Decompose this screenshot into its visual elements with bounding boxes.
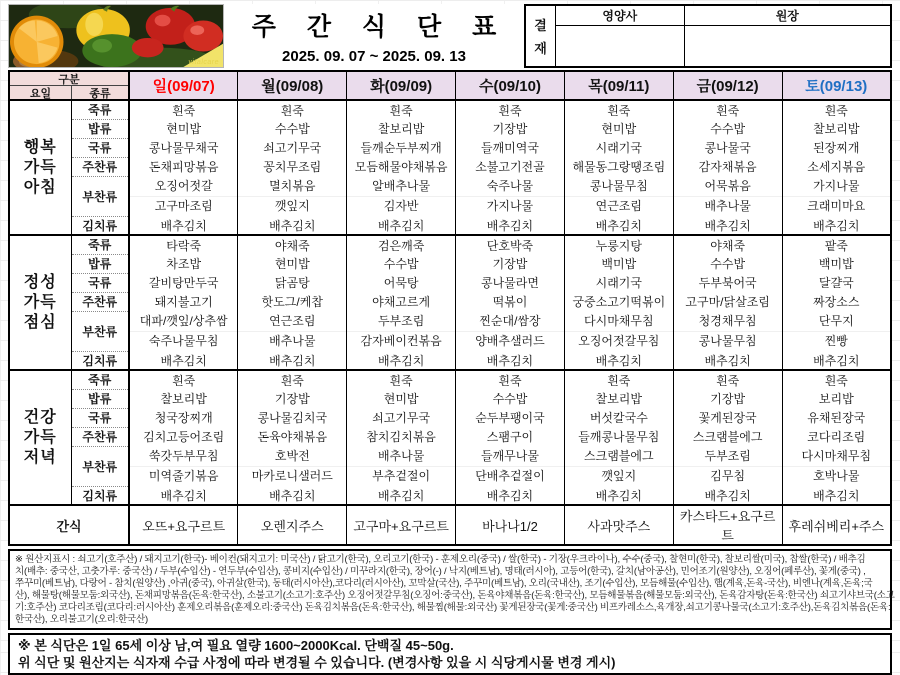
day-header-4: 목(09/11): [564, 71, 673, 100]
menu-row: [9, 176, 891, 216]
meal-label-2: 건강 가득 저녁: [9, 370, 71, 505]
menu-cell: 핫도그/케찹: [238, 292, 347, 311]
menu-cell: 두부조림 김무침: [673, 446, 782, 486]
origin-line: 한국산), 오리불고기(오리:한국산): [15, 614, 148, 625]
menu-row: [9, 446, 891, 486]
approval-col-nutritionist: 영양사: [556, 6, 685, 25]
menu-cell: 배추김치: [564, 216, 673, 235]
day-header-5: 금(09/12): [673, 71, 782, 100]
weekly-menu-table: [8, 70, 892, 546]
meal-label-1: 정성 가득 점심: [9, 235, 71, 370]
menu-cell: 흰죽: [238, 100, 347, 119]
menu-row: [9, 119, 891, 138]
category-cell: 김치류: [71, 351, 129, 370]
menu-cell: 수수밥: [456, 389, 565, 408]
day-header-3: 수(09/10): [456, 71, 565, 100]
menu-cell: 두부조림 감자베이컨볶음: [347, 311, 456, 351]
approval-col-director: 원장: [775, 9, 799, 23]
menu-cell: 배추김치: [564, 351, 673, 370]
menu-cell: 기장밥: [673, 389, 782, 408]
menu-sheet: [8, 4, 895, 675]
menu-cell: 멸치볶음 깻잎지: [238, 176, 347, 216]
menu-cell: 꽁치무조림: [238, 157, 347, 176]
category-cell: 국류: [71, 408, 129, 427]
date-range: 2025. 09. 07 ~ 2025. 09. 13: [282, 48, 466, 65]
menu-cell: 백미밥: [564, 254, 673, 273]
menu-row: [9, 254, 891, 273]
day-header-6: 토(09/13): [782, 71, 891, 100]
menu-cell: 어묵탕: [347, 273, 456, 292]
menu-cell: 수수밥: [673, 254, 782, 273]
approval-box: [524, 4, 892, 68]
menu-cell: 콩나물무침 연근조림: [564, 176, 673, 216]
snack-cell: 사과맛주스: [564, 505, 673, 545]
menu-cell: 배추김치: [456, 216, 565, 235]
menu-cell: 찰보리밥: [129, 389, 238, 408]
menu-cell: 스팸구이: [456, 427, 565, 446]
menu-cell: 야채고르게: [347, 292, 456, 311]
menu-cell: 콩나물무채국: [129, 138, 238, 157]
bottom-notes: [8, 633, 892, 675]
menu-cell: 연근조림 배추나물: [238, 311, 347, 351]
snack-cell: 오뜨+요구르트: [129, 505, 238, 545]
menu-row: [9, 486, 891, 505]
category-cell: 부찬류: [71, 446, 129, 486]
menu-cell: 다시마채무침 호박나물: [782, 446, 891, 486]
menu-cell: 궁중소고기떡볶이: [564, 292, 673, 311]
menu-cell: 흰죽: [673, 100, 782, 119]
menu-cell: 청국장찌개: [129, 408, 238, 427]
menu-cell: 차조밥: [129, 254, 238, 273]
menu-row: [9, 370, 891, 389]
menu-row: [9, 408, 891, 427]
category-cell: 국류: [71, 138, 129, 157]
category-cell: 죽류: [71, 370, 129, 389]
menu-cell: 백미밥: [782, 254, 891, 273]
menu-cell: 보리밥: [782, 389, 891, 408]
menu-cell: 스크램블에그 깻잎지: [564, 446, 673, 486]
menu-cell: 짜장소스: [782, 292, 891, 311]
menu-cell: 누룽지탕: [564, 235, 673, 254]
menu-cell: 숙주나물 가지나물: [456, 176, 565, 216]
snack-cell: 카스타드+요구르트: [673, 505, 782, 545]
menu-cell: 현미밥: [238, 254, 347, 273]
menu-cell: 오징어젓갈 고구마조림: [129, 176, 238, 216]
menu-row: [9, 138, 891, 157]
menu-cell: 두부북어국: [673, 273, 782, 292]
menu-cell: 배추김치: [129, 351, 238, 370]
menu-cell: 배추김치: [129, 216, 238, 235]
menu-cell: 흰죽: [129, 100, 238, 119]
menu-cell: 들깨순두부찌개: [347, 138, 456, 157]
menu-cell: 달걀국: [782, 273, 891, 292]
snack-cell: 고구마+요구르트: [347, 505, 456, 545]
note-line: ※ 본 식단은 1일 65세 이상 남,여 필요 열량 1600~2000Kcal. 단백질 45~50g.: [18, 638, 454, 653]
menu-cell: 돼지불고기: [129, 292, 238, 311]
menu-cell: 야채죽: [673, 235, 782, 254]
menu-cell: 배추김치: [782, 486, 891, 505]
menu-cell: 야채죽: [238, 235, 347, 254]
menu-cell: 현미밥: [564, 119, 673, 138]
menu-cell: 소세지볶음: [782, 157, 891, 176]
menu-cell: 떡볶이: [456, 292, 565, 311]
menu-cell: 수수밥: [347, 254, 456, 273]
food-photo: [8, 4, 224, 68]
day-header-0: 일(09/07): [129, 71, 238, 100]
approval-columns: [556, 6, 890, 66]
menu-row: [9, 427, 891, 446]
menu-cell: 기장밥: [238, 389, 347, 408]
origin-line: 기:호주산) 코다리조림(코다리:러시아산) 훈제오리볶음(훈제오리:중국산) 돈육김치볶음(돈육:한국산), 해물찜(해물:외국산) 꽃게된장국(꽃게:중국산) 비프카레소스,육개장,쇠고기콩나물국(소고기:호주산),돈육김치볶음(돈육:: [15, 602, 891, 613]
meal-label-0: 행복 가득 아침: [9, 100, 71, 235]
menu-cell: 찰보리밥: [347, 119, 456, 138]
menu-cell: 고구마/닭살조림: [673, 292, 782, 311]
photo-watermark: vitalcare: [188, 59, 219, 66]
menu-row: [9, 235, 891, 254]
menu-row: [9, 351, 891, 370]
menu-cell: 현미밥: [347, 389, 456, 408]
yoil-label: 요일: [29, 87, 52, 100]
menu-cell: 배추김치: [238, 216, 347, 235]
category-cell: 김치류: [71, 486, 129, 505]
menu-cell: 알배추나물 김자반: [347, 176, 456, 216]
menu-cell: 수수밥: [238, 119, 347, 138]
menu-cell: 흰죽: [238, 370, 347, 389]
menu-cell: 배추나물 부추겉절이: [347, 446, 456, 486]
menu-cell: 들깨미역국: [456, 138, 565, 157]
category-cell: 죽류: [71, 235, 129, 254]
menu-cell: 감자채볶음: [673, 157, 782, 176]
menu-cell: 배추김치: [347, 486, 456, 505]
day-header-1: 월(09/08): [238, 71, 347, 100]
menu-cell: 배추김치: [782, 216, 891, 235]
menu-cell: 들깨무나물 단배추겉절이: [456, 446, 565, 486]
menu-cell: 소불고기전골: [456, 157, 565, 176]
menu-cell: 스크램블에그: [673, 427, 782, 446]
menu-cell: 해물동그랑땡조림: [564, 157, 673, 176]
origin-note: [8, 549, 895, 630]
menu-cell: 대파/깻잎/상추쌈 숙주나물무침: [129, 311, 238, 351]
menu-cell: 흰죽: [456, 370, 565, 389]
snack-cell: 바나나1/2: [456, 505, 565, 545]
category-cell: 주찬류: [71, 427, 129, 446]
menu-cell: 찐순대/쌈장 양배추샐러드: [456, 311, 565, 351]
menu-cell: 갈비탕만두국: [129, 273, 238, 292]
category-cell: 죽류: [71, 100, 129, 119]
menu-cell: 쇠고기무국: [238, 138, 347, 157]
day-header-2: 화(09/09): [347, 71, 456, 100]
menu-cell: 청경채무침 콩나물무침: [673, 311, 782, 351]
menu-cell: 콩나물김치국: [238, 408, 347, 427]
menu-cell: 검은깨죽: [347, 235, 456, 254]
menu-cell: 다시마채무침 오징어젓갈무침: [564, 311, 673, 351]
menu-cell: 배추김치: [347, 216, 456, 235]
menu-cell: 들깨콩나물무침: [564, 427, 673, 446]
note-line: 위 식단 및 원산지는 식자재 수급 사정에 따라 변경될 수 있습니다. (변경사항 있을 시 식당게시물 변경 게시): [18, 655, 616, 670]
menu-cell: 단무지 찐빵: [782, 311, 891, 351]
menu-cell: 흰죽: [129, 370, 238, 389]
menu-cell: 찰보리밥: [782, 119, 891, 138]
origin-line: 치(배추: 중국산, 고춧가루: 중국산) / 두부(수입산) - 연두부(수입산), 콩비지(수입산) / 미꾸라지(한국), 장어(-) / 낙지(베트남), 명태(러시아), 고등어(한국), 갈치(남아공산), 민어조기(원양산), 오징어(페루산), 꽃게(중국) ,: [15, 566, 866, 577]
menu-cell: 김치고등어조림: [129, 427, 238, 446]
snack-cell: 오렌지주스: [238, 505, 347, 545]
origin-line: ※ 원산지표시 : 쇠고기(호주산) / 돼지고기(한국)- 베이컨(돼지고기: 미국산) / 닭고기(한국), 오리고기(한국) - 훈제오리(중국) / 쌀(한국) - 기장(우크라이나), 수수(중국), 찰현미(한국), 찰보리쌀(미국), 찹쌀(한국) / 배추김: [15, 554, 866, 565]
menu-cell: 시래기국: [564, 138, 673, 157]
menu-cell: 배추김치: [673, 216, 782, 235]
menu-cell: 닭곰탕: [238, 273, 347, 292]
origin-line: 쭈꾸미(베트남), 다랑어 - 참치(원양산) ,아귀(중국), 아귀살(한국), 동태(러시아산),코다리(러시아산), 꼬막살(국산), 주꾸미(베트남), 오리(국내산), 조기(수입산), 모듬해물(수입산), 햄(계육,돈육-국산), 비엔나(계육,돈육;국: [15, 578, 873, 589]
category-cell: 밥류: [71, 254, 129, 273]
menu-cell: 배추김치: [347, 351, 456, 370]
category-cell: 주찬류: [71, 292, 129, 311]
menu-cell: 기장밥: [456, 119, 565, 138]
menu-cell: 된장찌개: [782, 138, 891, 157]
menu-cell: 배추김치: [238, 486, 347, 505]
menu-cell: 흰죽: [564, 100, 673, 119]
category-cell: 김치류: [71, 216, 129, 235]
approval-char-1: 결: [534, 18, 547, 33]
approval-char-2: 재: [534, 41, 547, 56]
menu-cell: 돈채피망볶음: [129, 157, 238, 176]
menu-cell: 타락죽: [129, 235, 238, 254]
category-cell: 밥류: [71, 119, 129, 138]
approval-label: [526, 6, 556, 66]
menu-cell: 호박전 마카로니샐러드: [238, 446, 347, 486]
menu-cell: 버섯칼국수: [564, 408, 673, 427]
menu-cell: 참치김치볶음: [347, 427, 456, 446]
menu-cell: 배추김치: [564, 486, 673, 505]
menu-cell: 배추김치: [129, 486, 238, 505]
menu-row: [9, 311, 891, 351]
menu-row: [9, 292, 891, 311]
menu-cell: 수수밥: [673, 119, 782, 138]
origin-line: 산), 해물탕(해물모둠:외국산), 돈채피망볶음(돈육:한국산), 소불고기(소고기:호주산) 오징어젓갈무침(오징어:중국산), 돈육야채볶음(돈육:한국산), 모듬해물볶음(해물모둠:외국산), 돈육감자탕(돈육:한국산) 쇠고기샤브국(소고: [15, 590, 895, 601]
menu-cell: 배추김치: [456, 486, 565, 505]
menu-cell: 시래기국: [564, 273, 673, 292]
menu-cell: 단호박죽: [456, 235, 565, 254]
menu-row: [9, 216, 891, 235]
category-cell: 주찬류: [71, 157, 129, 176]
menu-cell: 현미밥: [129, 119, 238, 138]
menu-cell: 찰보리밥: [564, 389, 673, 408]
category-cell: 국류: [71, 273, 129, 292]
menu-cell: 팥죽: [782, 235, 891, 254]
menu-cell: 콩나물국: [673, 138, 782, 157]
menu-row: [9, 100, 891, 119]
snack-cell: 후레쉬베리+주스: [782, 505, 891, 545]
menu-cell: 흰죽: [673, 370, 782, 389]
menu-cell: 돈육야채볶음: [238, 427, 347, 446]
signature-cell-nutritionist: [556, 26, 685, 66]
menu-cell: 콩나물라면: [456, 273, 565, 292]
title-block: [224, 4, 524, 68]
menu-cell: 쑥갓두부무침 미역줄기볶음: [129, 446, 238, 486]
menu-cell: 흰죽: [782, 100, 891, 119]
menu-cell: 코다리조림: [782, 427, 891, 446]
vegetables-image: [9, 5, 223, 67]
menu-cell: 배추김치: [782, 351, 891, 370]
menu-row: [9, 157, 891, 176]
snack-row: [9, 505, 891, 545]
menu-cell: 흰죽: [564, 370, 673, 389]
menu-cell: 가지나물 크래미마요: [782, 176, 891, 216]
day-header-row: [9, 71, 891, 100]
gubun-label: 구분: [10, 72, 128, 86]
menu-cell: 순두부팽이국: [456, 408, 565, 427]
jongryu-label: 종류: [71, 86, 128, 99]
menu-cell: 배추김치: [673, 486, 782, 505]
menu-cell: 흰죽: [782, 370, 891, 389]
category-cell: 부찬류: [71, 311, 129, 351]
category-cell: 부찬류: [71, 176, 129, 216]
menu-cell: 기장밥: [456, 254, 565, 273]
menu-cell: 흰죽: [456, 100, 565, 119]
menu-cell: 배추김치: [456, 351, 565, 370]
menu-row: [9, 389, 891, 408]
menu-cell: 유채된장국: [782, 408, 891, 427]
menu-row: [9, 273, 891, 292]
menu-cell: 배추김치: [238, 351, 347, 370]
menu-cell: 쇠고기무국: [347, 408, 456, 427]
gubun-header: [9, 71, 129, 100]
menu-cell: 어묵볶음 배추나물: [673, 176, 782, 216]
snack-label: 간식: [9, 505, 129, 545]
menu-cell: 꽃게된장국: [673, 408, 782, 427]
category-cell: 밥류: [71, 389, 129, 408]
top-band: [8, 4, 892, 68]
menu-cell: 배추김치: [673, 351, 782, 370]
menu-cell: 흰죽: [347, 370, 456, 389]
menu-cell: 모듬해물야채볶음: [347, 157, 456, 176]
menu-cell: 흰죽: [347, 100, 456, 119]
page-title: 주 간 식 단 표: [251, 12, 509, 41]
signature-cell-director: [685, 26, 890, 66]
